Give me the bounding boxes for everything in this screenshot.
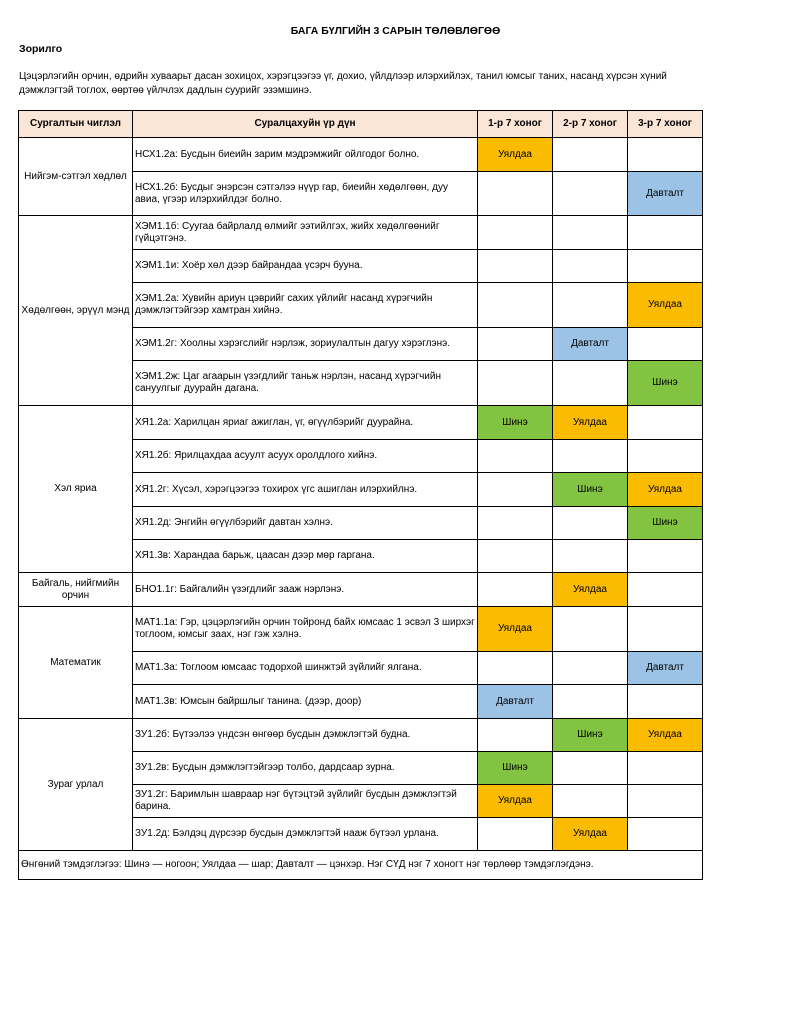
goal-text: Цэцэрлэгийн орчин, өдрийн хуваарьт дасан зохицох, хэрэгцээгээ үг, дохио, үйлдлээр илэрхийлэх, танил юмсыг таних, насанд хүрсэн хүний дэмжлэгтэй тоглох, өөртөө үйлчлэх дадлын суурийг эзэмшинэ. — [19, 71, 667, 96]
week-3-cell: Давталт — [628, 172, 703, 216]
week-3-cell: Уялдаа — [628, 719, 703, 752]
week-2-cell: Шинэ — [553, 719, 628, 752]
outcome-cell: ХЭМ1.2г: Хоолны хэрэгслийг нэрлэж, зориулалтын дагуу хэрэглэнэ. — [133, 328, 478, 361]
week-3-cell — [628, 540, 703, 573]
week-2-cell — [553, 216, 628, 250]
outcome-cell: ХЯ1.2д: Энгийн өгүүлбэрийг давтан хэлнэ. — [133, 507, 478, 540]
week-3-cell — [628, 250, 703, 283]
table-row — [19, 573, 703, 607]
learning-area-cell: Байгаль, нийгмийн орчин — [19, 573, 133, 607]
week-1-cell — [478, 250, 553, 283]
week-1-cell: Шинэ — [478, 752, 553, 785]
week-1-cell — [478, 540, 553, 573]
week-3-cell: Уялдаа — [628, 283, 703, 328]
week-1-cell — [478, 652, 553, 685]
week-3-cell: Давталт — [628, 652, 703, 685]
week-2-cell — [553, 607, 628, 652]
week-2-cell — [553, 652, 628, 685]
header-area: Сургалтын чиглэл — [19, 111, 133, 138]
learning-area-cell: Зураг урлал — [19, 719, 133, 851]
outcome-cell: НСХ1.2б: Бусдыг энэрсэн сэтгэлээ нүүр гар, биеийн хөдөлгөөн, дуу авиа, үгээр илэрхийлдэг болно. — [133, 172, 478, 216]
header-week-1: 1-р 7 хоног — [478, 111, 553, 138]
week-2-cell — [553, 283, 628, 328]
week-1-cell — [478, 328, 553, 361]
outcome-cell: ХЯ1.2б: Ярилцахдаа асуулт асуух оролдлого хийнэ. — [133, 440, 478, 473]
header-week-3: 3-р 7 хоног — [628, 111, 703, 138]
week-3-cell — [628, 818, 703, 851]
learning-area-cell: Хөдөлгөөн, эрүүл мэнд — [19, 216, 133, 406]
week-1-cell — [478, 283, 553, 328]
week-3-cell: Уялдаа — [628, 473, 703, 507]
outcome-cell: ХЭМ1.2а: Хувийн ариун цэврийг сахих үйлийг насанд хүрэгчийн дэмжлэгтэйгээр хамтран хийнэ. — [133, 283, 478, 328]
week-2-cell: Давталт — [553, 328, 628, 361]
outcome-cell: НСХ1.2а: Бусдын биеийн зарим мэдрэмжийг ойлгодог болно. — [133, 138, 478, 172]
week-3-cell — [628, 785, 703, 818]
table-row — [19, 607, 703, 652]
week-1-cell — [478, 361, 553, 406]
outcome-cell: ХЯ1.3в: Харандаа барьж, цаасан дээр мөр гаргана. — [133, 540, 478, 573]
outcome-cell: МАТ1.1а: Гэр, цэцэрлэгийн орчин тойронд байх юмсаас 1 эсвэл 3 ширхэг тоглоом, юмсыг заах, нэг гэж хэлнэ. — [133, 607, 478, 652]
table-row — [19, 216, 703, 250]
header-outcome: Суралцахуйн үр дүн — [133, 111, 478, 138]
week-3-cell — [628, 406, 703, 440]
outcome-cell: МАТ1.3в: Юмсын байршлыг танина. (дээр, доор) — [133, 685, 478, 719]
week-1-cell: Уялдаа — [478, 607, 553, 652]
week-1-cell: Уялдаа — [478, 785, 553, 818]
week-1-cell — [478, 818, 553, 851]
week-1-cell — [478, 507, 553, 540]
week-3-cell — [628, 440, 703, 473]
week-2-cell — [553, 361, 628, 406]
week-2-cell: Уялдаа — [553, 818, 628, 851]
week-2-cell — [553, 785, 628, 818]
week-2-cell: Шинэ — [553, 473, 628, 507]
week-3-cell — [628, 752, 703, 785]
plan-table — [18, 110, 703, 880]
outcome-cell: ЗУ1.2д: Бэлдэц дүрсээр бусдын дэмжлэгтэй нааж бүтээл урлана. — [133, 818, 478, 851]
outcome-cell: ХЯ1.2а: Харилцан яриаг ажиглан, үг, өгүүлбэрийг дуурайна. — [133, 406, 478, 440]
table-row — [19, 719, 703, 752]
week-1-cell — [478, 473, 553, 507]
document-title: БАГА БҮЛГИЙН 3 САРЫН ТӨЛӨВЛӨГӨӨ — [290, 25, 501, 37]
week-2-cell — [553, 138, 628, 172]
week-3-cell — [628, 573, 703, 607]
outcome-cell: ХЯ1.2г: Хүсэл, хэрэгцээгээ тохирох үгс ашиглан илэрхийлнэ. — [133, 473, 478, 507]
header-week-2: 2-р 7 хоног — [553, 111, 628, 138]
week-1-cell — [478, 719, 553, 752]
outcome-cell: ЗУ1.2в: Бусдын дэмжлэгтэйгээр толбо, дардсаар зурна. — [133, 752, 478, 785]
week-1-cell — [478, 573, 553, 607]
week-2-cell — [553, 685, 628, 719]
week-1-cell — [478, 216, 553, 250]
legend-row — [19, 851, 703, 880]
week-3-cell — [628, 685, 703, 719]
plan-table-body — [19, 138, 703, 880]
legend-note: Өнгөний тэмдэглэгээ: Шинэ — ногоон; Уялдаа — шар; Давталт — цэнхэр. Нэг СҮД нэг 7 хоногт нэг төрлөөр тэмдэглэгдэнэ. — [19, 851, 703, 880]
week-1-cell: Шинэ — [478, 406, 553, 440]
week-3-cell — [628, 328, 703, 361]
learning-area-cell: Нийгэм-сэтгэл хөдлөл — [19, 138, 133, 216]
table-row — [19, 138, 703, 172]
outcome-cell: ЗУ1.2г: Баримлын шавраар нэг бүтэцтэй зүйлийг бусдын дэмжлэгтэй барина. — [133, 785, 478, 818]
outcome-cell: ХЭМ1.1б: Суугаа байрлалд өлмийг ээтийлгэх, жийх хөдөлгөөнийг гүйцэтгэнэ. — [133, 216, 478, 250]
week-1-cell: Уялдаа — [478, 138, 553, 172]
week-2-cell — [553, 172, 628, 216]
week-3-cell: Шинэ — [628, 361, 703, 406]
learning-area-cell: Хэл яриа — [19, 406, 133, 573]
week-2-cell: Уялдаа — [553, 573, 628, 607]
week-3-cell — [628, 216, 703, 250]
week-2-cell — [553, 507, 628, 540]
week-2-cell — [553, 250, 628, 283]
table-header-row — [19, 111, 703, 138]
outcome-cell: БНО1.1г: Байгалийн үзэгдлийг зааж нэрлэнэ. — [133, 573, 478, 607]
week-3-cell — [628, 138, 703, 172]
week-2-cell: Уялдаа — [553, 406, 628, 440]
goal-heading: Зорилго — [19, 43, 63, 55]
outcome-cell: ЗУ1.2б: Бүтээлээ үндсэн өнгөөр бусдын дэмжлэгтэй будна. — [133, 719, 478, 752]
table-row — [19, 406, 703, 440]
outcome-cell: ХЭМ1.2ж: Цаг агаарын үзэгдлийг таньж нэрлэн, насанд хүрэгчийн сануулгыг дуурайн дагана. — [133, 361, 478, 406]
outcome-cell: МАТ1.3а: Тоглоом юмсаас тодорхой шинжтэй зүйлийг ялгана. — [133, 652, 478, 685]
week-3-cell: Шинэ — [628, 507, 703, 540]
week-2-cell — [553, 540, 628, 573]
week-1-cell: Давталт — [478, 685, 553, 719]
learning-area-cell: Математик — [19, 607, 133, 719]
week-2-cell — [553, 440, 628, 473]
week-1-cell — [478, 172, 553, 216]
week-2-cell — [553, 752, 628, 785]
week-3-cell — [628, 607, 703, 652]
week-1-cell — [478, 440, 553, 473]
outcome-cell: ХЭМ1.1и: Хоёр хөл дээр байрандаа үсэрч бууна. — [133, 250, 478, 283]
